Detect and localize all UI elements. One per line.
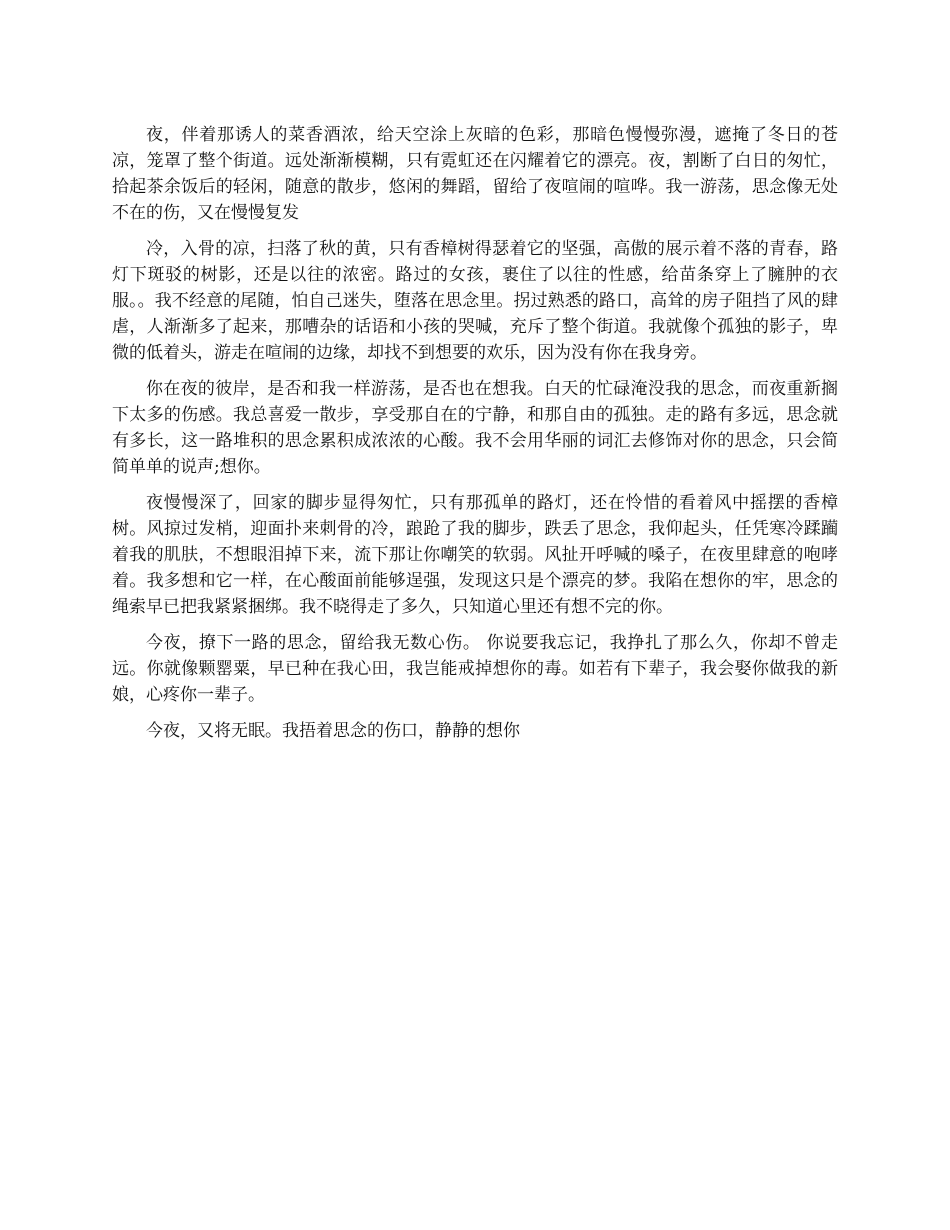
paragraph-6: 今夜，又将无眠。我捂着思念的伤口，静静的想你 <box>146 721 520 741</box>
paragraph-4: 夜慢慢深了，回家的脚步显得匆忙，只有那孤单的路灯，还在怜惜的看着风中摇摆的香樟树。风掠过发梢，迎面扑来刺骨的冷，踉跄了我的脚步，跌丢了思念，我仰起头，任凭寒冷蹂躏着我的肌肤，不想眼泪掉下来，流下那让你嘲笑的软弱。风扯开呼喊的嗓子，在夜里肆意的咆哮着。我多想和它一样，在心酸面前能够逞强，发现这只是个漂亮的梦。我陷在想你的牢，思念的绳索早已把我紧紧捆绑。我不晓得走了多久，只知道心里还有想不完的你。 <box>112 493 838 617</box>
paragraph-2: 冷，入骨的凉，扫落了秋的黄，只有香樟树得瑟着它的坚强，高傲的展示着不落的青春，路灯下斑驳的树影，还是以往的浓密。路过的女孩，裹住了以往的性感，给苗条穿上了臃肿的衣服。。我不经意的尾随，怕自己迷失，堕落在思念里。拐过熟悉的路口，高耸的房子阻挡了风的肆虐，人渐渐多了起来，那嘈杂的话语和小孩的哭喊，充斥了整个街道。我就像个孤独的影子，卑微的低着头，游走在喧闹的边缘，却找不到想要的欢乐，因为没有你在我身旁。 <box>112 239 838 363</box>
paragraph-3: 你在夜的彼岸，是否和我一样游荡，是否也在想我。白天的忙碌淹没我的思念，而夜重新搁下太多的伤感。我总喜爱一散步，享受那自在的宁静，和那自由的孤独。走的路有多远，思念就有多长，这一路堆积的思念累积成浓浓的心酸。我不会用华丽的词汇去修饰对你的思念，只会简简单单的说声;想你。 <box>112 379 838 477</box>
document-page <box>112 122 838 754</box>
paragraph-1: 夜，伴着那诱人的菜香酒浓，给天空涂上灰暗的色彩，那暗色慢慢弥漫，遮掩了冬日的苍凉，笼罩了整个街道。远处渐渐模糊，只有霓虹还在闪耀着它的漂亮。夜，割断了白日的匆忙，拾起茶余饭后的轻闲，随意的散步，悠闲的舞蹈，留给了夜喧闹的喧哗。我一游荡，思念像无处不在的伤，又在慢慢复发 <box>112 125 838 223</box>
paragraph-5: 今夜，撩下一路的思念，留给我无数心伤。 你说要我忘记，我挣扎了那么久，你却不曾走远。你就像颗罂粟，早已种在我心田，我岂能戒掉想你的毒。如若有下辈子，我会娶你做我的新娘，心疼你一辈子。 <box>112 633 838 705</box>
